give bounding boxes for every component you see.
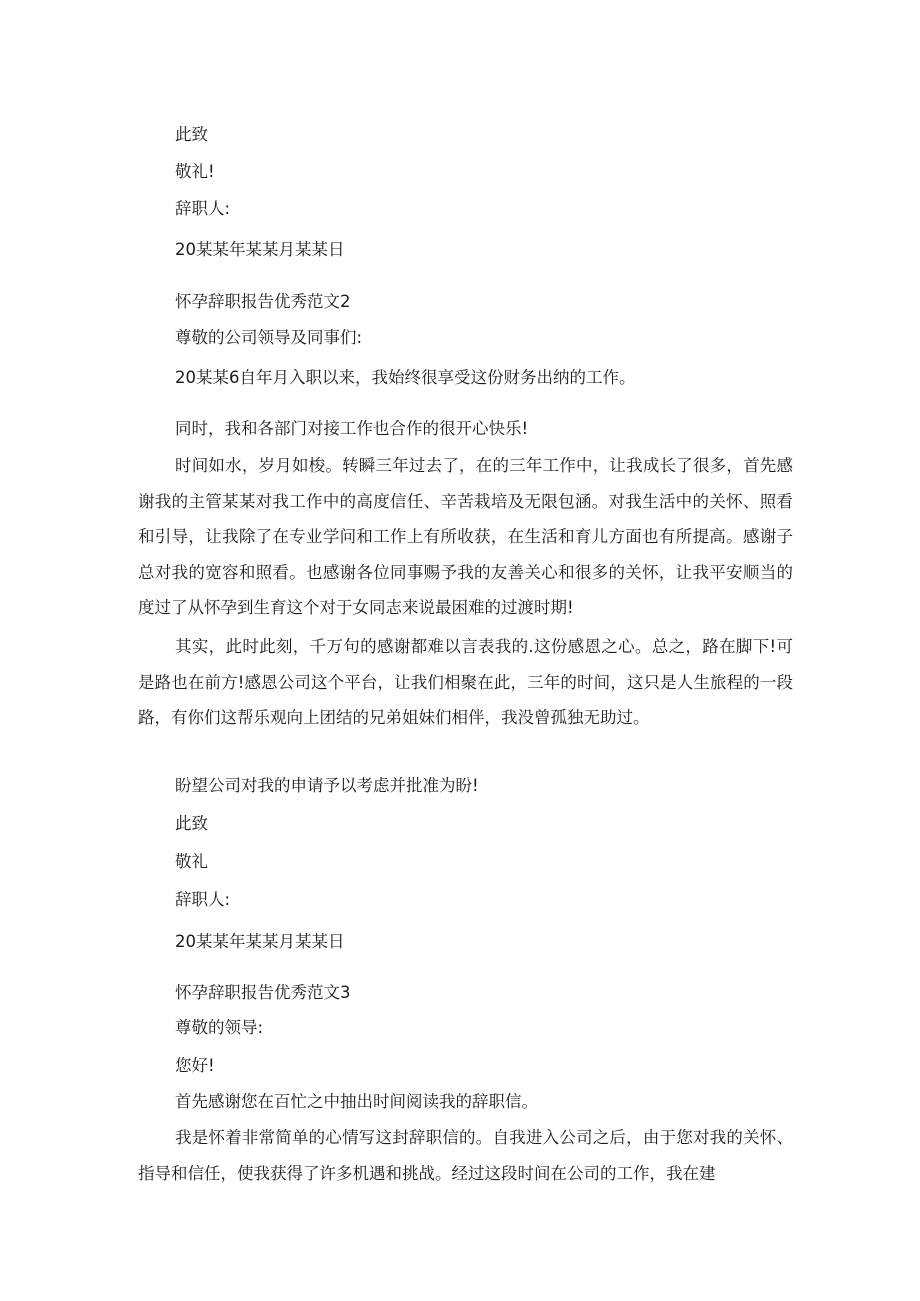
signer-line: 辞职人:	[175, 199, 231, 218]
body-paragraph: 首先感谢您在百忙之中抽出时间阅读我的辞职信。	[175, 1092, 538, 1111]
greeting-line: 您好!	[175, 1056, 215, 1075]
intro-paragraph: 20某某6自年月入职以来，我始终很享受这份财务出纳的工作。	[175, 368, 636, 387]
date-line: 20某某年某某月某某日	[175, 932, 345, 951]
body-paragraph: 我是怀着非常简单的心情写这封辞职信的。自我进入公司之后，由于您对我的关怀、指导和信任，使我获得了许多机遇和挑战。经过这段时间在公司的工作，我在建	[138, 1128, 793, 1183]
closing-line: 此致	[175, 814, 208, 833]
body-paragraph: 盼望公司对我的申请予以考虑并批准为盼!	[175, 776, 479, 795]
salutation-line: 尊敬的公司领导及同事们:	[175, 328, 363, 347]
closing-line: 此致	[175, 125, 208, 144]
regards-line: 敬礼	[175, 852, 208, 871]
body-paragraph: 时间如水，岁月如梭。转瞬三年过去了，在的三年工作中，让我成长了很多，首先感谢我的主管某某对我工作中的高度信任、辛苦栽培及无限包涵。对我生活中的关怀、照看和引导，让我除了在专业学问和工作上有所收获，在生活和育儿方面也有所提高。感谢子总对我的宽容和照看。也感谢各位同事赐予我的友善关心和很多的关怀，让我平安顺当的度过了从怀孕到生育这个对于女同志来说最困难的过渡时期!	[138, 456, 793, 618]
salutation-line: 尊敬的领导:	[175, 1018, 264, 1037]
section-title: 怀孕辞职报告优秀范文3	[175, 983, 351, 1002]
regards-line: 敬礼!	[175, 162, 215, 181]
signer-line: 辞职人:	[175, 890, 231, 909]
date-line: 20某某年某某月某某日	[175, 240, 345, 259]
body-paragraph: 其实，此时此刻，千万句的感谢都难以言表我的.这份感恩之心。总之，路在脚下!可是路也在前方!感恩公司这个平台，让我们相聚在此，三年的时间，这只是人生旅程的一段路，有你们这帮乐观向上团结的兄弟姐妹们相伴，我没曾孤独无助过。	[138, 637, 793, 728]
body-paragraph: 同时，我和各部门对接工作也合作的很开心快乐!	[175, 419, 529, 438]
section-title: 怀孕辞职报告优秀范文2	[175, 292, 351, 311]
